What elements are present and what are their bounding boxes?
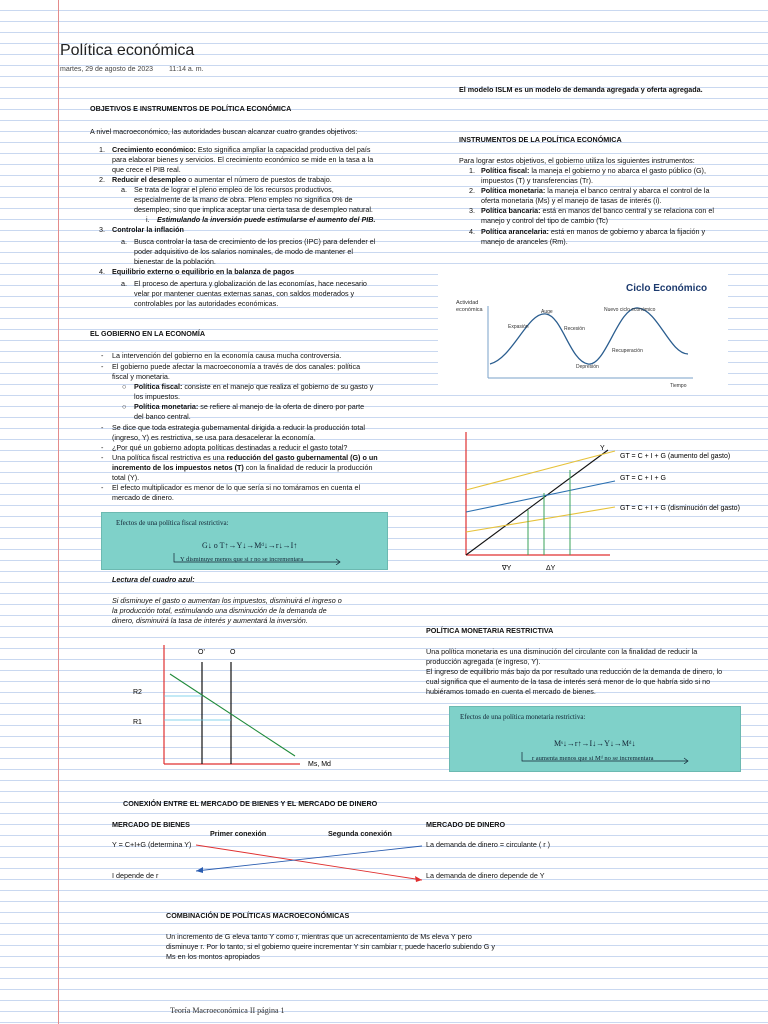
objective-1-line3: que crece el PIB real. (112, 165, 181, 174)
objective-4a-line3: controlables por las autoridades económicas. (134, 299, 279, 308)
government-point-3-line2: (ingreso, Y) es restrictiva, se usa para desacelerar la economía. (112, 433, 316, 442)
gt-line-decrease (466, 507, 615, 532)
objective-4-num: 4. (99, 267, 105, 276)
second-connection-arrowhead (196, 867, 203, 873)
government-point-5-line2: incremento de los impuestos netos (T) con la finalidad de reducir la producción (112, 463, 373, 472)
cycle-depression-label: Depresión (576, 364, 599, 370)
objective-2ai-text: Estimulando la inversión puede estimularse el aumento del PIB. (157, 215, 376, 224)
monetary-box-equation: Mˢ↓→r↑→I↓→Y↓→Mᵈ↓ (554, 739, 636, 748)
government-point-5: Una política fiscal restrictiva es una reducción del gasto gubernamental (G) o un (112, 453, 378, 462)
instrument-4-num: 4. (469, 227, 475, 236)
objective-2ai-num: i. (146, 215, 150, 224)
objective-2a-line3: desempleo, sino que implica aceptar una cierta tasa de desempleo natural. (134, 205, 373, 214)
instrument-1-line2: impuestos (T) y transferencias (Tr). (481, 176, 593, 185)
page-title: Política económica (60, 42, 195, 59)
economic-cycle-diagram (438, 266, 728, 394)
bullet-circle: ○ (122, 402, 127, 411)
label-o-prime: O' (198, 649, 205, 656)
reading-title: Lectura del cuadro azul: (112, 575, 195, 584)
government-point-5-line3: total (Y). (112, 473, 140, 482)
objective-4a-line2: velar por mantener cuentas externas sanas, con saldos moderados y (134, 289, 355, 298)
government-point-6-line2: mercado de dinero. (112, 493, 174, 502)
objective-2a-line1: Se trata de lograr el pleno empleo de los recursos productivos, (134, 185, 334, 194)
government-point-2b: Política monetaria: se refiere al manejo de la oferta de dinero por parte (134, 402, 365, 411)
money-market-label: MERCADO DE DINERO (426, 820, 506, 829)
instrument-2-line2: oferta monetaria (Ms) y el manejo de tasas de interés (i). (481, 196, 662, 205)
label-o: O (230, 649, 236, 656)
instrument-1-num: 1. (469, 166, 475, 175)
page-datetime (60, 66, 217, 73)
fiscal-box-caption: Efectos de una política fiscal restrictiva: (116, 519, 229, 527)
cycle-recovery-label: Recuperación (612, 348, 643, 354)
cycle-xlabel: Tiempo (670, 383, 687, 389)
bullet-dash: - (101, 443, 104, 452)
fiscal-box-subtext: Y disminuye menos que si r no se incrementara (180, 556, 304, 563)
first-connection-label: Primer conexión (210, 829, 267, 838)
government-point-2-line2: fiscal y monetaria. (112, 372, 170, 381)
cycle-ylabel-2: económica (456, 307, 483, 313)
instrument-4: Política arancelaria: está en manos de gobierno y abarca la fijación y (481, 227, 706, 236)
objectives-heading: OBJETIVOS E INSTRUMENTOS DE POLÍTICA ECONÓMICA (90, 104, 292, 113)
bullet-circle: ○ (122, 382, 127, 391)
label-r1: R1 (133, 719, 142, 726)
monetary-line-4: cual significa que el aumento de la tasa de interés será menor de lo que habría sido si no (426, 677, 711, 686)
reading-line-2: la producción total, estimulando una disminución de la demanda de (112, 606, 327, 615)
notebook-margin-line (58, 0, 59, 1024)
cycle-title: Ciclo Económico (626, 283, 708, 294)
connection-arrows (190, 840, 430, 885)
instrument-2-num: 2. (469, 186, 475, 195)
islm-note: El modelo ISLM es un modelo de demanda agregada y oferta agregada. (459, 85, 703, 94)
money-demand-curve (170, 674, 295, 756)
objective-3a-num: a. (121, 237, 127, 246)
connection-heading: CONEXIÓN ENTRE EL MERCADO DE BIENES Y EL MERCADO DE DINERO (123, 799, 378, 808)
first-connection-arrow (196, 845, 422, 880)
gt-label-delta-y: ΔY (546, 565, 556, 572)
money-market-graph (130, 640, 360, 775)
cycle-new-cycle-label: Nuevo ciclo económico (604, 307, 656, 313)
government-point-4: ¿Por qué un gobierno adopta políticas destinadas a reducir el gasto total? (112, 443, 348, 452)
aggregate-expenditure-diagram (460, 428, 760, 573)
label-r2: R2 (133, 689, 142, 696)
objective-3-num: 3. (99, 225, 105, 234)
first-connection-arrowhead (415, 876, 422, 882)
money-demand-circulante: La demanda de dinero = circulante ( r ) (426, 840, 551, 849)
monetary-line-3: El ingreso de equilibrio más bajo da por resultado una reducción de la demanda de dinero, lo (426, 667, 723, 676)
goods-market-label: MERCADO DE BIENES (112, 820, 190, 829)
investment-depends-r: I depende de r (112, 871, 159, 880)
gt-y-label: Y (600, 445, 605, 452)
gt-line-increase (466, 451, 615, 490)
page-date: martes, 29 de agosto de 2023 (60, 66, 154, 73)
government-point-3-line1: Se dice que toda estrategia gubernamental dirigida a reducir la producción total (112, 423, 365, 432)
combination-line-2: disminuye r. Por lo tanto, si el gobierno queire incrementar Y sin cambiar r, puede hacerlo subiendo G y (166, 942, 495, 951)
monetary-policy-effects-box (449, 706, 741, 772)
government-point-6-line1: El efecto multiplicador es menor de lo que sería si no tomáramos en cuenta el (112, 483, 361, 492)
government-point-1: La intervención del gobierno en la economía causa mucha controversia. (112, 351, 342, 360)
instrument-2: Política monetaria: la maneja el banco central y abarca el control de la (481, 186, 710, 195)
objective-2a-num: a. (121, 185, 127, 194)
objective-2-num: 2. (99, 175, 105, 184)
government-point-2a: Política fiscal: consiste en el manejo que realiza el gobierno de su gasto y (134, 382, 374, 391)
gt-label-nabla-y: ∇Y (502, 565, 512, 572)
instrument-3: Política bancaria: está en manos del banco central y se relaciona con el (481, 206, 714, 215)
objective-3a-line1: Busca controlar la tasa de crecimiento de los precios (IPC) para defender el (134, 237, 376, 246)
gt-45-degree-line (466, 450, 608, 555)
government-point-2a-line2: los impuestos. (134, 392, 180, 401)
fiscal-box-bracket (172, 553, 342, 565)
bullet-dash: - (101, 483, 104, 492)
bullet-dash: - (101, 423, 104, 432)
monetary-box-caption: Efectos de una política monetaria restrictiva: (460, 713, 586, 721)
monetary-heading: POLÍTICA MONETARIA RESTRICTIVA (426, 626, 554, 635)
objective-1: Crecimiento económico: Esto significa ampliar la capacidad productiva del país (112, 145, 371, 154)
page-time: 11:14 a. m. (168, 66, 204, 73)
cycle-recession-label: Recesión (564, 326, 585, 332)
government-point-2b-line2: del banco central. (134, 412, 191, 421)
bullet-dash: - (101, 362, 104, 371)
page-footer: Teoría Macroeconómica II página 1 (170, 1006, 285, 1015)
objectives-intro: A nivel macroeconómico, las autoridades buscan alcanzar cuatro grandes objetivos: (90, 127, 358, 136)
cycle-boom-label: Auge (541, 309, 553, 315)
goods-equation: Y = C+I+G (determina Y) (112, 840, 192, 849)
instruments-intro: Para lograr estos objetivos, el gobierno utiliza los siguientes instrumentos: (459, 156, 695, 165)
objective-1-line2: para elaborar bienes y servicios. El crecimiento económico se mide en la tasa a la (112, 155, 374, 164)
fiscal-policy-effects-box (101, 512, 388, 570)
second-connection-label: Segunda conexión (328, 829, 392, 838)
gt-label-middle: GT = C + I + G (620, 475, 666, 482)
reading-line-1: Si disminuye el gasto o aumentan los impuestos, disminuirá el ingreso o (112, 596, 342, 605)
monetary-box-bracket (520, 752, 690, 764)
label-ms-md: Ms, Md (308, 761, 331, 768)
government-heading: EL GOBIERNO EN LA ECONOMÍA (90, 329, 206, 338)
objective-2a-line2: especialmente de la mano de obra. Pleno empleo no significa 0% de (134, 195, 353, 204)
bullet-dash: - (101, 453, 104, 462)
gt-label-decrease: GT = C + I + G (disminución del gasto) (620, 505, 740, 512)
objective-3a-line3: bienestar de la población. (134, 257, 216, 266)
monetary-line-1: Una política monetaria es una disminución del circulante con la finalidad de reducir la (426, 647, 698, 656)
money-demand-depends-y: La demanda de dinero depende de Y (426, 871, 545, 880)
reading-line-3: dinero, disminuirá la tasa de interés y aumentará la inversión. (112, 616, 308, 625)
objective-4a-line1: El proceso de apertura y globalización de las economías, hace necesario (134, 279, 367, 288)
gt-label-increase: GT = C + I + G (aumento del gasto) (620, 453, 731, 460)
instrument-1: Política fiscal: la maneja el gobierno y no abarca el gasto público (G), (481, 166, 706, 175)
combination-heading: COMBINACIÓN DE POLÍTICAS MACROECONÓMICAS (166, 911, 350, 920)
instrument-4-line2: manejo de aranceles (Rm). (481, 237, 568, 246)
instrument-3-line2: manejo y control del tipo de cambio (Tc) (481, 216, 609, 225)
objective-3: Controlar la inflación (112, 225, 184, 234)
monetary-line-2: producción agregada (e ingreso, Y). (426, 657, 541, 666)
combination-line-3: Ms en los montos apropiados (166, 952, 260, 961)
government-point-2-line1: El gobierno puede afectar la macroeconomía a través de dos canales: política (112, 362, 361, 371)
gt-line-middle (466, 481, 615, 512)
combination-line-1: Un incremento de G eleva tanto Y como r, mientras que un acrecentamiento de Ms eleva Y pero (166, 932, 472, 941)
bullet-dash: - (101, 351, 104, 360)
objective-1-num: 1. (99, 145, 105, 154)
second-connection-arrow (196, 846, 422, 871)
cycle-expansion-label: Expasión (508, 324, 529, 330)
objective-4a-num: a. (121, 279, 127, 288)
objective-2: Reducir el desempleo o aumentar el número de puestos de trabajo. (112, 175, 332, 184)
monetary-line-5: hubiéramos tomado en cuenta el mercado de bienes. (426, 687, 596, 696)
cycle-ylabel-1: Actividad (456, 300, 479, 306)
fiscal-box-equation: G↓ o T↑→Y↓→Mᵈ↓→r↓→I↑ (202, 541, 298, 550)
objective-4: Equilibrio externo o equilibrio en la balanza de pagos (112, 267, 295, 276)
instrument-3-num: 3. (469, 206, 475, 215)
instruments-heading: INSTRUMENTOS DE LA POLÍTICA ECONÓMICA (459, 135, 622, 144)
monetary-box-subtext: r aumenta menos que si Mᵈ no se incrementara (532, 755, 654, 762)
objective-3a-line2: poder adquisitivo de los salarios nominales, de modo de mantener el (134, 247, 353, 256)
